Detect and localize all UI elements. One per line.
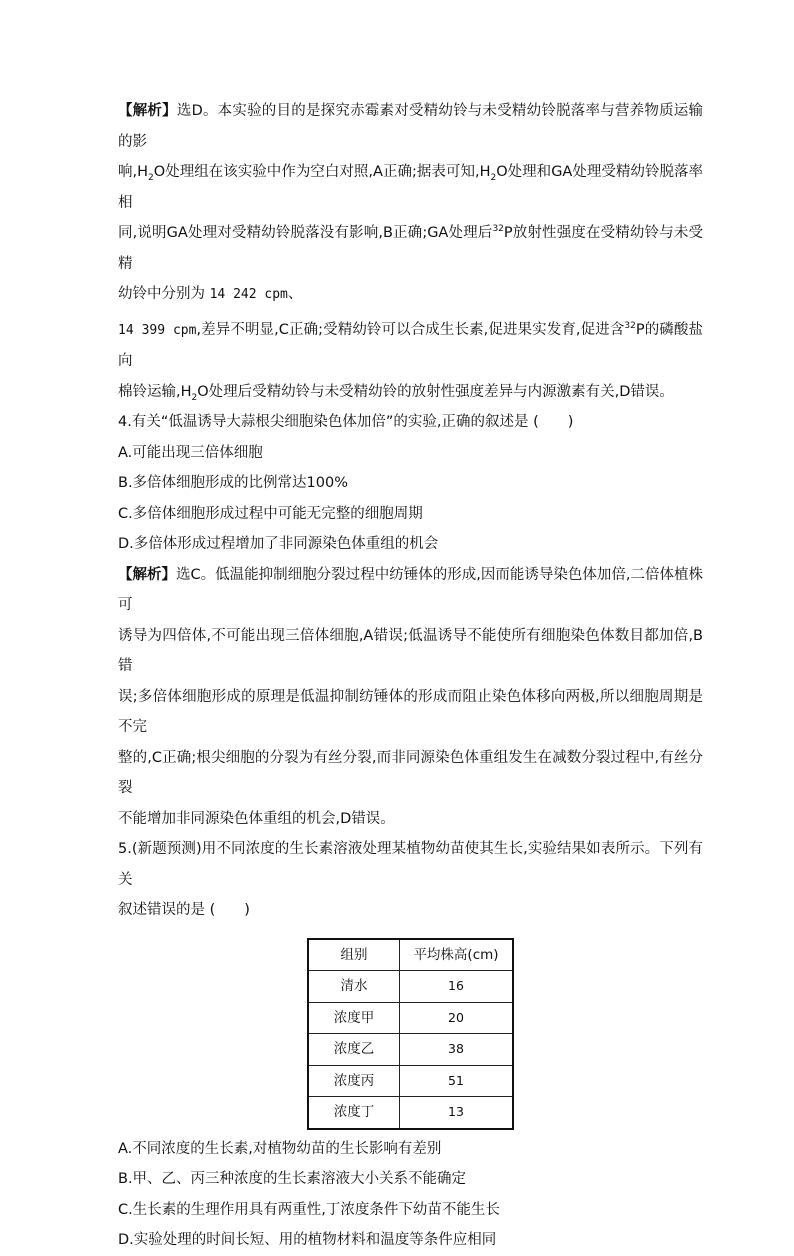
table-row bbox=[308, 971, 513, 1003]
superscript: 32 bbox=[492, 224, 504, 235]
table-cell: 清水 bbox=[308, 971, 400, 1003]
text: P放射性强度在受精幼铃与未受精 bbox=[118, 225, 703, 272]
text: O处理后受精幼铃与未受精幼铃的放射性强度差异与内源激素有关,D错误。 bbox=[197, 383, 674, 400]
table-row bbox=[308, 1065, 513, 1097]
table-cell: 38 bbox=[400, 1034, 514, 1066]
text: 幼铃中分别为 bbox=[118, 286, 205, 302]
text: ,差异不明显,C正确;受精幼铃可以合成生长素,促进果实发育,促进含 bbox=[196, 321, 625, 338]
q5-option-c: C.生长素的生理作用具有两重性,丁浓度条件下幼苗不能生长 bbox=[118, 1201, 500, 1218]
q4-analysis-line-4: 整的,C正确;根尖细胞的分裂为有丝分裂,而非同源染色体重组发生在减数分裂过程中,有丝分裂 bbox=[118, 749, 703, 796]
table-cell: 浓度甲 bbox=[308, 1002, 400, 1034]
q4-analysis-line-2: 诱导为四倍体,不可能出现三倍体细胞,A错误;低温诱导不能使所有细胞染色体数目都加倍,B错 bbox=[118, 627, 703, 674]
analysis-tag: 【解析】 bbox=[118, 103, 177, 119]
table-row bbox=[308, 1034, 513, 1066]
q5-option-d: D.实验处理的时间长短、用的植物材料和温度等条件应相同 bbox=[118, 1232, 497, 1248]
subscript: 2 bbox=[191, 392, 198, 403]
q4-analysis-line-5: 不能增加非同源染色体重组的机会,D错误。 bbox=[118, 810, 395, 827]
q4-option-c: C.多倍体细胞形成过程中可能无完整的细胞周期 bbox=[118, 505, 423, 522]
subscript: 2 bbox=[148, 172, 154, 183]
table-header-cell: 平均株高(cm) bbox=[400, 939, 514, 971]
q4-option-d: D.多倍体形成过程增加了非同源染色体重组的机会 bbox=[118, 536, 439, 552]
q5-data-table bbox=[307, 938, 514, 1130]
q3-analysis-line-5 bbox=[118, 315, 703, 377]
table-row bbox=[308, 1097, 513, 1129]
table-cell: 13 bbox=[400, 1097, 514, 1129]
text: 选C。低温能抑制细胞分裂过程中纺锤体的形成,因而能诱导染色体加倍,二倍体植株可 bbox=[118, 566, 703, 613]
text: 选D。本实验的目的是探究赤霉素对受精幼铃与未受精幼铃脱落率与营养物质运输的影 bbox=[118, 103, 703, 150]
q4-analysis-line-3: 误;多倍体细胞形成的原理是低温抑制纺锤体的形成而阻止染色体移向两极,所以细胞周期是不完 bbox=[118, 688, 703, 735]
table-cell: 浓度乙 bbox=[308, 1034, 400, 1066]
measurement: 14 242 cpm bbox=[209, 287, 288, 302]
measurement: 14 399 cpm bbox=[118, 322, 197, 338]
text: O处理组在该实验中作为空白对照,A正确;据表可知,H bbox=[153, 164, 491, 180]
q4-option-b: B.多倍体细胞形成的比例常达100% bbox=[118, 475, 349, 491]
q4-analysis-line-1 bbox=[118, 560, 703, 621]
document-content bbox=[118, 96, 703, 1256]
q3-analysis-line-1 bbox=[118, 96, 703, 157]
table-cell: 浓度丙 bbox=[308, 1065, 400, 1097]
table-header-cell: 组别 bbox=[308, 939, 400, 971]
q4-option-a: A.可能出现三倍体细胞 bbox=[118, 444, 263, 461]
text: 棉铃运输,H bbox=[118, 383, 192, 400]
table-cell: 51 bbox=[400, 1065, 514, 1097]
superscript: 32 bbox=[624, 320, 636, 331]
table-header-row bbox=[308, 939, 513, 971]
table-cell: 20 bbox=[400, 1002, 514, 1034]
table-row bbox=[308, 1002, 513, 1034]
q5-stem-line-1: 5.(新题预测)用不同浓度的生长素溶液处理某植物幼苗使其生长,实验结果如表所示。下列有关 bbox=[118, 841, 703, 888]
analysis-tag: 【解析】 bbox=[118, 566, 177, 583]
q3-analysis-line-3 bbox=[118, 218, 703, 279]
q3-analysis-line-2 bbox=[118, 157, 703, 218]
q5-table-wrapper bbox=[118, 938, 703, 1130]
text: P的磷酸盐向 bbox=[118, 321, 703, 369]
text: 同,说明GA处理对受精幼铃脱落没有影响,B正确;GA处理后 bbox=[118, 225, 493, 241]
text: 响,H bbox=[118, 164, 149, 180]
text: O处理和GA处理受精幼铃脱落率相 bbox=[118, 164, 703, 211]
table-cell: 浓度丁 bbox=[308, 1097, 400, 1129]
q5-stem-line-2: 叙述错误的是 ( ) bbox=[118, 902, 250, 918]
q3-analysis-line-6 bbox=[118, 377, 703, 408]
q3-analysis-line-4 bbox=[118, 279, 703, 311]
q5-option-a: A.不同浓度的生长素,对植物幼苗的生长影响有差别 bbox=[118, 1140, 442, 1157]
subscript: 2 bbox=[490, 172, 497, 183]
table-cell: 16 bbox=[400, 971, 514, 1003]
text: 、 bbox=[287, 286, 303, 302]
q4-stem: 4.有关“低温诱导大蒜根尖细胞染色体加倍”的实验,正确的叙述是 ( ) bbox=[118, 414, 574, 430]
q5-option-b: B.甲、乙、丙三种浓度的生长素溶液大小关系不能确定 bbox=[118, 1171, 467, 1187]
